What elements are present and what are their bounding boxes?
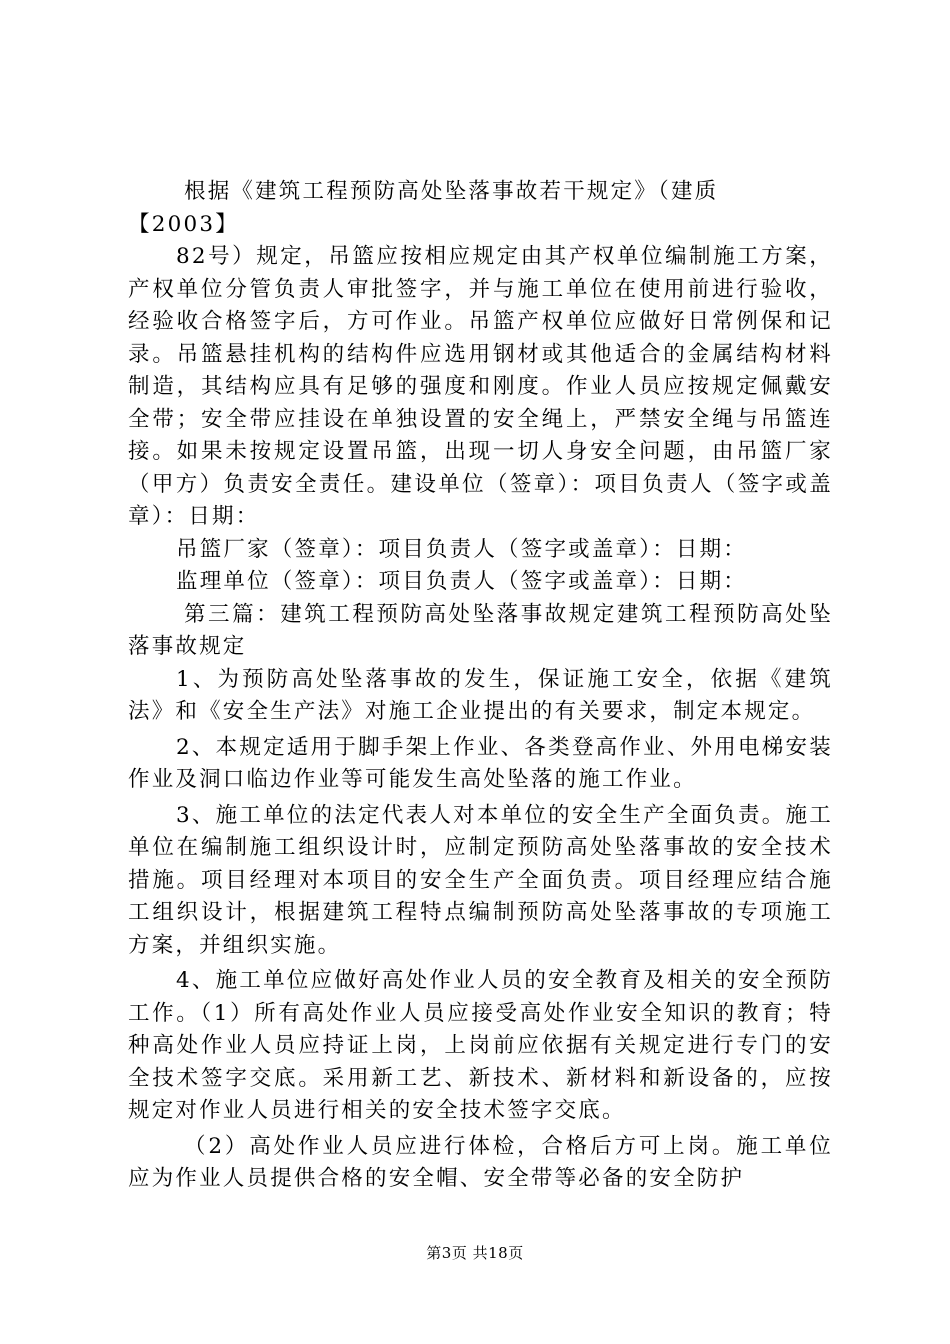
document-body	[128, 176, 833, 1196]
paragraph-item-4: 4、施工单位应做好高处作业人员的安全教育及相关的安全预防工作。（1）所有高处作业人员应接受高处作业安全知识的教育；特种高处作业人员应持证上岗，上岗前应依据有关规定进行专门的安全技术签字交底。采用新工艺、新技术、新材料和新设备的，应按规定对作业人员进行相关的安全技术签字交底。	[128, 968, 833, 1123]
page-footer	[0, 1243, 950, 1263]
paragraph-regulation-title: 根据《建筑工程预防高处坠落事故若干规定》（建质	[184, 179, 719, 204]
paragraph-gondola-vendor-signature: 吊篮厂家（签章）：项目负责人（签字或盖章）：日期：	[176, 536, 748, 562]
paragraph-item-4-2: （2）高处作业人员应进行体检，合格后方可上岗。施工单位应为作业人员提供合格的安全帽、安全带等必备的安全防护	[128, 1133, 833, 1191]
paragraph-item-3: 3、施工单位的法定代表人对本单位的安全生产全面负责。施工单位在编制施工组织设计时，应制定预防高处坠落事故的安全技术措施。项目经理对本项目的安全生产全面负责。项目经理应结合施工组织设计，根据建筑工程特点编制预防高处坠落事故的专项施工方案，并组织实施。	[128, 802, 833, 958]
paragraph-document-number: 【2003】	[128, 211, 239, 237]
section-heading: 第三篇：建筑工程预防高处坠落事故规定建筑工程预防高处坠落事故规定	[128, 601, 833, 659]
paragraph-item-2: 2、本规定适用于脚手架上作业、各类登高作业、外用电梯安装作业及洞口临边作业等可能发生高处坠落的施工作业。	[128, 734, 833, 792]
page-number: 第3页 共18页	[426, 1244, 524, 1262]
paragraph-supervisor-signature: 监理单位（签章）：项目负责人（签字或盖章）：日期：	[176, 569, 748, 594]
paragraph-item-1: 1、为预防高处坠落事故的发生，保证施工安全，依据《建筑法》和《安全生产法》对施工企业提出的有关要求，制定本规定。	[128, 666, 833, 724]
paragraph-gondola-rules: 82号）规定，吊篮应按相应规定由其产权单位编制施工方案，产权单位分管负责人审批签字，并与施工单位在使用前进行验收，经验收合格签字后，方可作业。吊篮产权单位应做好日常例保和记录。吊篮悬挂机构的结构件应选用钢材或其他适合的金属结构材料制造，其结构应具有足够的强度和刚度。作业人员应按规定佩戴安全带；安全带应挂设在单独设置的安全绳上，严禁安全绳与吊篮连接。如果未按规定设置吊篮，出现一切人身安全问题，由吊篮厂家（甲方）负责安全责任。建设单位（签章）：项目负责人（签字或盖章）：日期：	[128, 244, 833, 529]
